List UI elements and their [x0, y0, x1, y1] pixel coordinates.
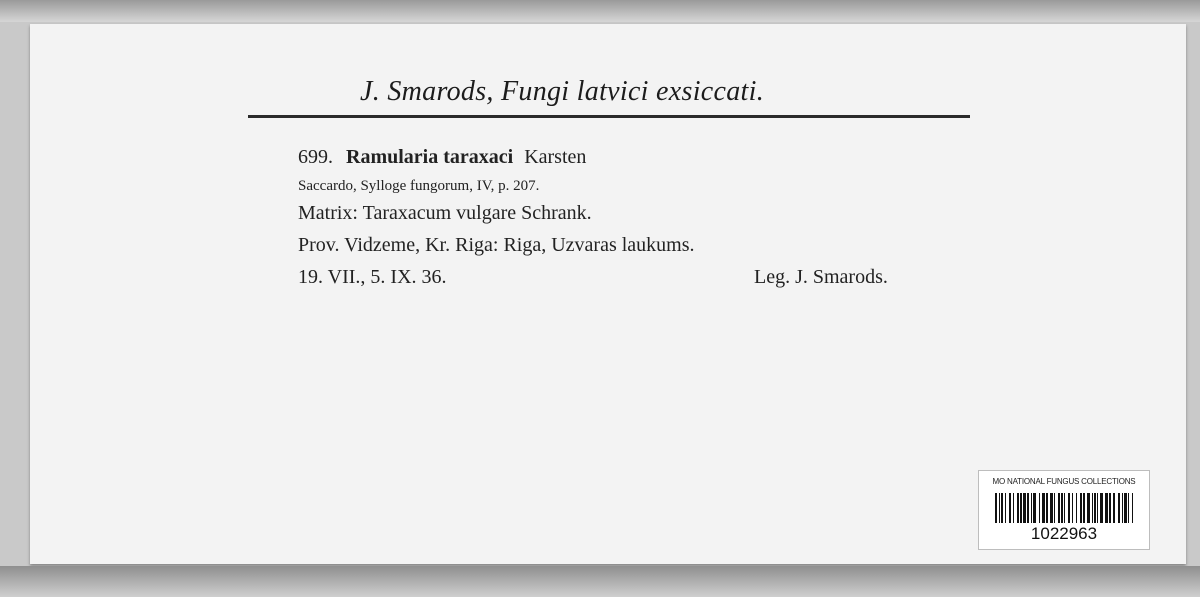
barcode-number: 1022963 [1030, 524, 1098, 543]
barcode-bar [999, 493, 1000, 523]
barcode-bar [1054, 493, 1055, 523]
sheet-bottom-edge [0, 566, 1200, 597]
barcode-bar [1061, 493, 1063, 523]
barcode-bar [1083, 493, 1085, 523]
barcode-bar [1132, 493, 1133, 523]
barcode-bar [1046, 493, 1048, 523]
barcode-institution: MO NATIONAL FUNGUS COLLECTIONS [992, 477, 1136, 486]
barcode-bar [1105, 493, 1108, 523]
barcode-bar [995, 493, 997, 523]
barcode-bar [1092, 493, 1093, 523]
barcode-bar [1017, 493, 1019, 523]
sheet-top-edge [0, 0, 1200, 22]
barcode-bar [1020, 493, 1022, 523]
specimen-name-line [298, 146, 586, 169]
barcode-bar [1109, 493, 1111, 523]
barcode-bar [1042, 493, 1045, 523]
barcode-bar [1039, 493, 1040, 523]
barcode-bar [1097, 493, 1098, 523]
barcode-bar [1033, 493, 1036, 523]
matrix-line: Matrix: Taraxacum vulgare Schrank. [298, 202, 592, 224]
specimen-taxon: Ramularia taraxaci [346, 146, 514, 168]
barcode-bar [1058, 493, 1060, 523]
barcode-bar [1050, 493, 1053, 523]
barcode-bar [1122, 493, 1123, 523]
label-title: J. Smarods, Fungi latvici exsiccati. [360, 76, 765, 107]
barcode-bar [1027, 493, 1029, 523]
collection-dates: 19. VII., 5. IX. 36. [298, 266, 447, 288]
barcode-bar [1064, 493, 1065, 523]
barcode-bar [1087, 493, 1090, 523]
barcode-label [978, 470, 1150, 550]
locality-line: Prov. Vidzeme, Kr. Riga: Riga, Uzvaras laukums. [298, 234, 695, 256]
barcode-bar [1100, 493, 1103, 523]
barcode-bar [1128, 493, 1129, 523]
specimen-number: 699. [298, 146, 333, 168]
barcode-bar [1023, 493, 1026, 523]
barcode-bar [1013, 493, 1014, 523]
specimen-author: Karsten [524, 146, 587, 168]
barcode-bar [1009, 493, 1011, 523]
title-rule [248, 115, 970, 118]
barcode-bars [995, 493, 1133, 523]
barcode-bar [1094, 493, 1096, 523]
barcode-bar [1005, 493, 1006, 523]
barcode-bar [1113, 493, 1115, 523]
barcode-bar [1076, 493, 1077, 523]
barcode-bar [1118, 493, 1120, 523]
barcode-bar [1124, 493, 1127, 523]
literature-reference: Saccardo, Sylloge fungorum, IV, p. 207. [298, 178, 540, 194]
collector-line: Leg. J. Smarods. [754, 266, 888, 288]
barcode-bar [1072, 493, 1073, 523]
barcode-bar [1001, 493, 1003, 523]
barcode-bar [1068, 493, 1070, 523]
barcode-bar [1031, 493, 1032, 523]
barcode-bar [1080, 493, 1082, 523]
